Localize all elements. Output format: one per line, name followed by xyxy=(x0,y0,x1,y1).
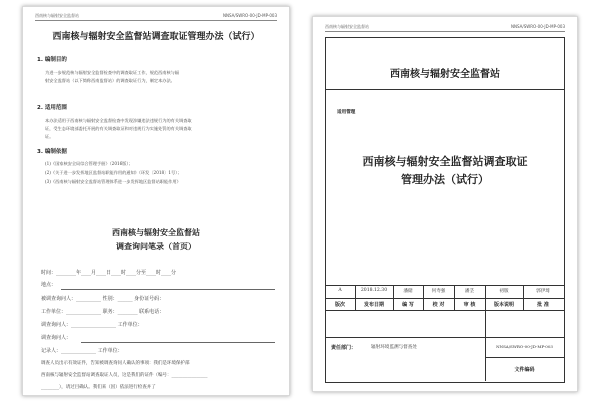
form-line: 时间：________年____月____日____时____分至____时____分 xyxy=(41,270,177,276)
revision-cell: 潘茎 xyxy=(464,289,475,294)
left-document-page xyxy=(22,6,290,396)
section-heading: 1. 编制目的 xyxy=(37,57,67,63)
table-header-cell: 版本说明 xyxy=(493,302,514,308)
table-header-cell: 校 对 xyxy=(432,302,445,308)
form-line: 地点： xyxy=(41,282,57,288)
form-line: 西南核与辐射安全监督站调查取证人员，这是我们的证件（编号：________________ xyxy=(41,373,208,378)
section-paragraph: 本办法适用于西南核与辐射安全监督检查中发现涉嫌违法违规行为的有关调查取 证，受生态环境部委托开展的有关调查取证和对违规行为实施处罚的有关调查取 证。 xyxy=(45,118,192,139)
usage-label: 适用管理 xyxy=(337,110,356,115)
revision-cell: 2018.12.30 xyxy=(360,288,388,293)
revision-cell: A xyxy=(338,288,342,293)
section-paragraph: 为进一步规范核与辐射安全监督检查中的调查取证工作，规范西南核与辐 射安全监督站（以下简称西南监督站）的调查取证行为，制定本办法。 xyxy=(45,70,180,83)
revision-cell: 初版 xyxy=(499,289,509,294)
bottom-divider xyxy=(485,357,564,358)
table-header-cell: 审 核 xyxy=(463,302,476,308)
section-heading: 2. 适用范围 xyxy=(37,105,67,111)
right-header-org: 西南核与辐射安全监督站 xyxy=(325,24,369,29)
table-header-cell: 批 准 xyxy=(537,302,549,308)
frame-divider xyxy=(325,285,564,286)
form-line: 调查人员出示有效证件，告知被调查询问人确认的事项：我们是环境保护部 xyxy=(41,361,190,366)
form-line: 被调查询问人：__________ 性别：______ 身份证号码： xyxy=(41,296,165,302)
form-line: ________），请过目确认。我们来（因）依法进行检查并了 xyxy=(41,385,156,390)
doc-code: NNSA/SWRO-00-JD-MP-003 xyxy=(496,344,553,349)
right-document-cover xyxy=(312,16,578,392)
revision-cell: 何寿强 xyxy=(431,289,446,294)
frame-divider xyxy=(325,298,564,299)
revision-cell: 郭伊琦 xyxy=(536,289,550,294)
left-header-org: 酉南核与辐射安全监督站 xyxy=(35,13,79,18)
section-paragraph: (1)《国家核安全局综合管理手册》（2016版）； (2)《关于进一步发挥地区监督站职能作用的通知》（环发〔2018〕1号）； (3)《西南核与辐射安全监督站管理体系进一步发挥地区监督站职能作用》 xyxy=(45,161,182,184)
table-header-cell: 版次 xyxy=(334,302,345,308)
frame-divider xyxy=(325,337,564,338)
dept-label: 责任部门： xyxy=(331,345,357,351)
left-header-rule xyxy=(35,20,277,21)
right-header-code: NNSA/SWRO-00-JD-MP-003 xyxy=(511,24,565,29)
form-line: 工作单位：______________ 职务：________ 联系电话： xyxy=(41,309,165,315)
frame-divider xyxy=(325,89,564,90)
left-header-code: NNSA/SWRO-00-JD-MP-003 xyxy=(223,13,277,18)
cover-org-name: 西南核与辐射安全监督站 xyxy=(390,69,500,80)
dept-value: 辐射环境监测与督查处 xyxy=(371,345,417,350)
cover-title-line2: 管理办法（试行） xyxy=(401,173,489,186)
form-underline xyxy=(61,289,275,290)
form-line: 记录人：______________ 工作单位： xyxy=(41,348,123,354)
frame-divider xyxy=(325,310,564,311)
form-title: 调查询问笔录（首页） xyxy=(116,241,196,251)
left-doc-title: 西南核与辐射安全监督站调查取证管理办法（试行） xyxy=(52,32,260,42)
table-header-cell: 编 写 xyxy=(402,302,414,308)
table-header-cell: 发布日期 xyxy=(363,302,384,308)
section-heading: 3. 编制依据 xyxy=(37,149,67,155)
form-line: 调查询问人： xyxy=(41,335,72,341)
form-underline xyxy=(81,342,275,343)
form-title-org: 西南核与辐射安全监督站 xyxy=(112,227,200,237)
form-line: 调查询问人：__________________ 工作单位： xyxy=(41,322,143,328)
revision-cell: 潘储 xyxy=(403,289,413,294)
right-header-rule xyxy=(325,31,565,32)
cover-title-line1: 西南核与辐射安全监督站调查取证 xyxy=(362,155,528,168)
doc-code-label: 文件编码 xyxy=(514,367,535,373)
